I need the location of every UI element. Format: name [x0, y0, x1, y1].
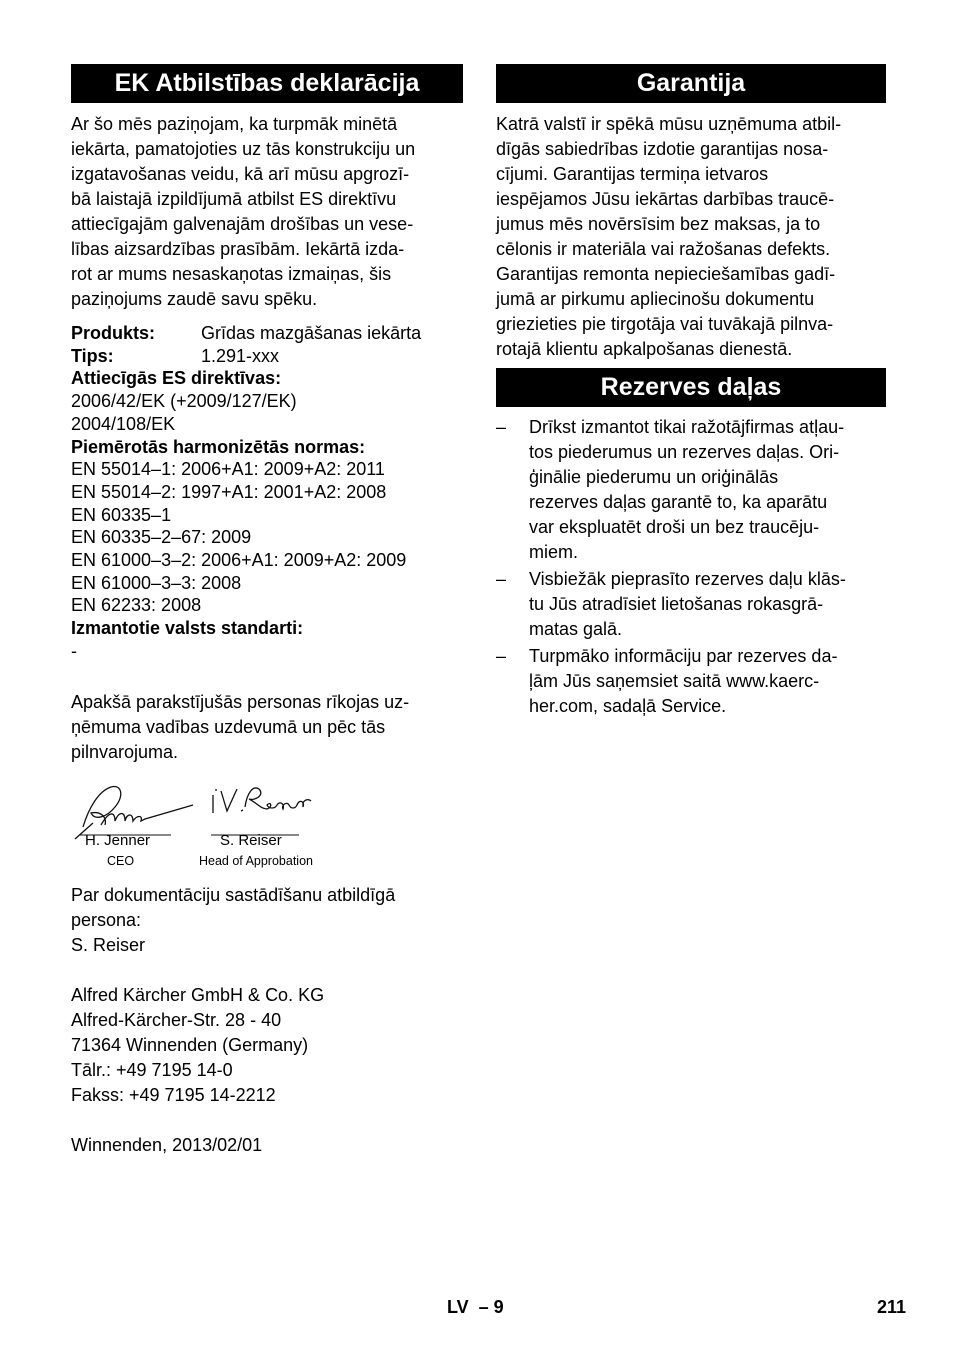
norm-item: EN 61000–3–2: 2006+A1: 2009+A2: 2009 [71, 550, 407, 571]
bullet-dash: – [496, 417, 507, 437]
product-label: Produkts: [71, 323, 156, 343]
type-label: Tips: [71, 345, 114, 366]
bullet-dash: – [496, 569, 507, 589]
directive-item: 2004/108/EK [71, 413, 176, 434]
declaration-heading: EK Atbilstības deklarācija [71, 64, 463, 103]
list-item [496, 644, 886, 719]
spare-parts-list [496, 415, 886, 719]
warranty-text: Katrā valstī ir spēkā mūsu uzņēmuma atbil- dīgās sabiedrības izdotie garantijas nosa- cījumi. Garantijas termiņa ietvaros iespējamos Jūsu iekārtas darbības traucē- jumus mēs novērsīsim bez maksas, ja to cēlonis ir materiāla vai ražošanas defekts. Garantijas remonta nepieciešamības gadī- jumā ar pirkumu apliecinošu dokumentu griezieties pie tirgotāja vai tuvākajā pilnva- rotajā klientu apkalpošanas dienestā. [496, 114, 842, 359]
date-place: Winnenden, 2013/02/01 [71, 1134, 263, 1155]
signature1-name: H. Jenner [85, 831, 151, 849]
signatories-text: Apakšā parakstījušās personas rīkojas uz- ņēmuma vadības uzdevumā un pēc tās pilnvarojuma. [71, 691, 410, 762]
warranty-heading: Garantija [496, 64, 886, 103]
national-standards-value: - [71, 640, 77, 661]
signature-block [71, 777, 463, 887]
bullet-dash: – [496, 646, 507, 666]
type-value: 1.291-xxx [201, 345, 280, 366]
product-specs [71, 322, 463, 663]
norm-item: EN 60335–2–67: 2009 [71, 527, 252, 548]
spare-parts-heading: Rezerves daļas [496, 368, 886, 407]
signature2-name: S. Reiser [220, 831, 282, 849]
warranty-column [496, 64, 886, 721]
norm-item: EN 61000–3–3: 2008 [71, 572, 242, 593]
list-item [496, 415, 886, 565]
directive-item: 2006/42/EK (+2009/127/EK) [71, 391, 297, 412]
list-item-text: Visbiežāk pieprasīto rezerves daļu klās- tu Jūs atradīsiet lietošanas rokasgrā- matas galā. [529, 569, 846, 639]
norm-item: EN 62233: 2008 [71, 595, 202, 616]
norm-item: EN 60335–1 [71, 504, 172, 525]
directives-label: Attiecīgās ES direktīvas: [71, 368, 282, 389]
national-standards-label: Izmantotie valsts standarti: [71, 618, 304, 639]
product-row [71, 322, 463, 345]
footer-page-number: 211 [877, 1297, 907, 1317]
product-value: Grīdas mazgāšanas iekārta [201, 323, 422, 343]
declaration-column [71, 64, 463, 1158]
signature2-title: Head of Approbation [199, 853, 313, 868]
type-row [71, 345, 463, 368]
signature1-title: CEO [107, 853, 135, 868]
company-address: Alfred Kärcher GmbH & Co. KG Alfred-Kärcher-Str. 28 - 40 71364 Winnenden (Germany) Tālr.: +49 7195 14-0 Fakss: +49 7195 14-2212 [71, 984, 325, 1105]
documentation-responsible: Par dokumentāciju sastādīšanu atbildīgā persona: S. Reiser [71, 884, 396, 955]
list-item-text: Drīkst izmantot tikai ražotājfirmas atļau- tos piederumus un rezerves daļas. Ori- ģinālie piederumu un oriģinālās rezerves daļas garantē to, ka aparātu var ekspluatēt droši un bez traucēju- miem. [529, 417, 845, 562]
norms-label: Piemērotās harmonizētās normas: [71, 436, 366, 457]
norm-item: EN 55014–2: 1997+A1: 2001+A2: 2008 [71, 481, 387, 502]
norm-item: EN 55014–1: 2006+A1: 2009+A2: 2011 [71, 459, 385, 480]
footer-language-page: LV – 9 [447, 1297, 504, 1317]
declaration-intro: Ar šo mēs paziņojam, ka turpmāk minētā iekārta, pamatojoties uz tās konstrukciju un izgatavošanas veidu, kā arī mūsu apgrozī- bā laistajā izpildījumā atbilst ES direktīvu attiecīgajām galvenajām drošības un vese- lības aizsardzības prasībām. Iekārtā izda- rot ar mums nesaskaņotas izmaiņas, šis paziņojums zaudē savu spēku. [71, 114, 416, 309]
list-item-text: Turpmāko informāciju par rezerves da- ļām Jūs saņemsiet saitā www.kaerc- her.com, sadaļā Service. [529, 646, 838, 716]
list-item [496, 567, 886, 642]
